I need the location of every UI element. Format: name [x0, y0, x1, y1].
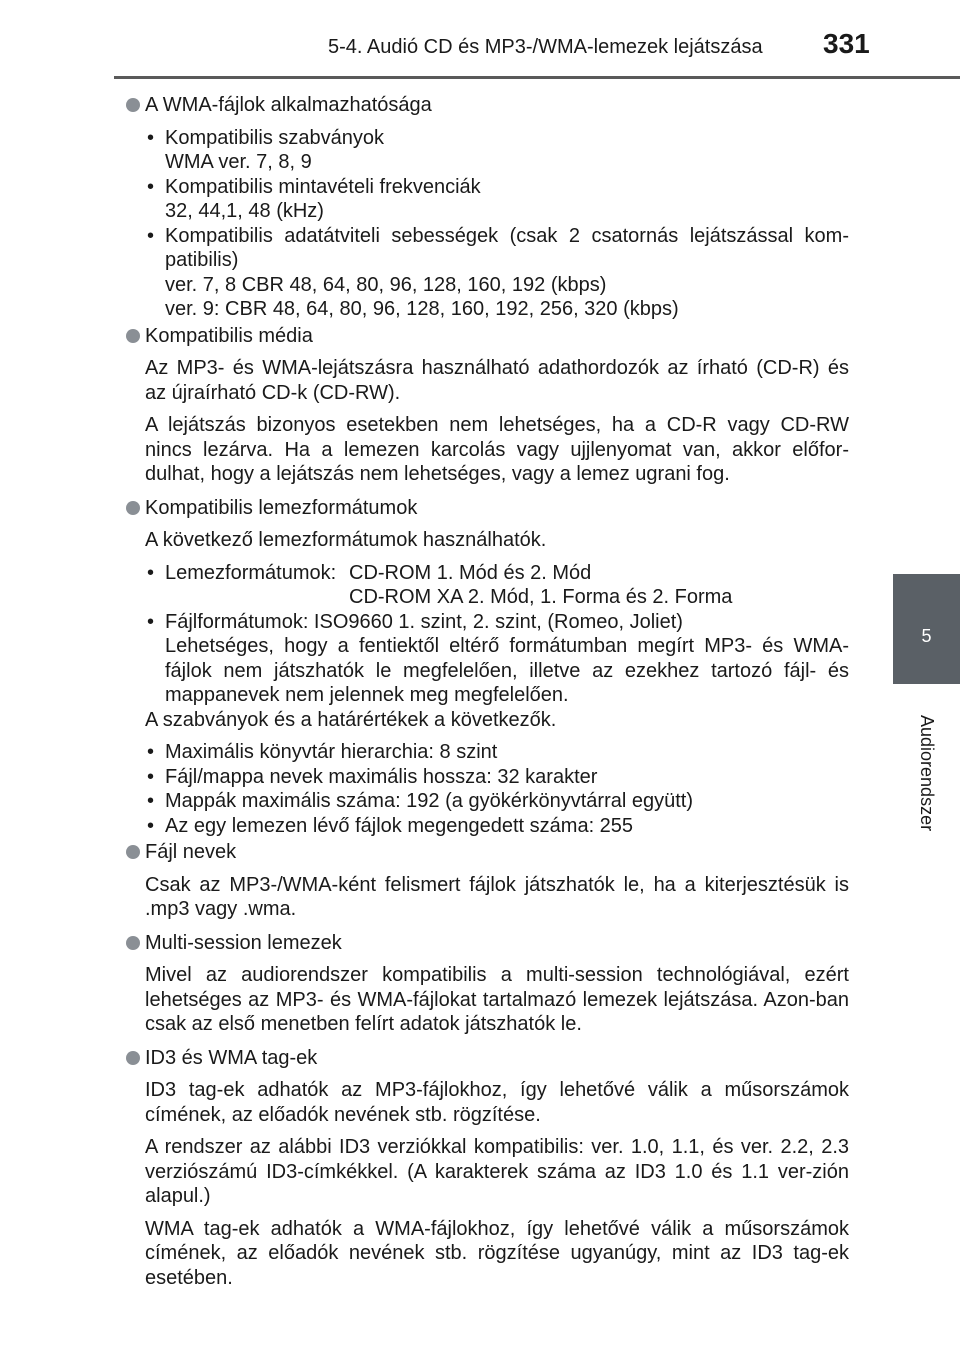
- section-heading-tags: ID3 és WMA tag-ek: [126, 1046, 849, 1071]
- formats-list: [126, 561, 849, 708]
- bullet-dot-icon: [126, 98, 140, 112]
- paragraph: A lejátszás bizonyos esetekben nem lehetséges, ha a CD-R vagy CD-RW nincs lezárva. Ha a lemezen karcolás vagy ujjlenyomat van, akkor előfor-dulhat, hogy a lejátszás nem lehetséges, vagy a lemez ugrani fog.: [145, 414, 849, 485]
- list-item: • Lemezformátumok: CD-ROM 1. Mód és 2. Mód CD-ROM XA 2. Mód, 1. Forma és 2. Forma: [147, 561, 733, 608]
- section-heading-formats: Kompatibilis lemezformátumok: [126, 496, 849, 521]
- wma-list: [126, 126, 849, 322]
- section-heading-multisession: Multi-session lemezek: [126, 931, 849, 956]
- chapter-tab: [893, 574, 960, 684]
- paragraph: A következő lemezformátumok használhatók.: [145, 529, 547, 551]
- paragraph: A rendszer az alábbi ID3 verziókkal kompatibilis: ver. 1.0, 1.1, és ver. 2.2, 2.3 verziószámú ID3-címkékkel. (A karakterek száma az ID3 1.0 és 1.1 ver-zión alapul.): [145, 1136, 849, 1207]
- list-item: • Kompatibilis adatátviteli sebességek (csak 2 csatornás lejátszással kom-patibilis) ver. 7, 8 CBR 48, 64, 80, 96, 128, 160, 192 (kbps) ver. 9: CBR 48, 64, 80, 96, 128, 160, 192, 256, 320 (kbps): [147, 224, 849, 320]
- list-item: • Maximális könyvtár hierarchia: 8 szint: [147, 741, 498, 763]
- list-item: • Fájl/mappa nevek maximális hossza: 32 karakter: [147, 765, 598, 788]
- list-item: • Az egy lemezen lévő fájlok megengedett száma: 255: [147, 814, 634, 837]
- bullet-dot-icon: [126, 1051, 140, 1065]
- section-heading-filenames: Fájl nevek: [126, 840, 849, 865]
- bullet-dot-icon: [126, 329, 140, 343]
- list-item: • Mappák maximális száma: 192 (a gyökérkönyvtárral együtt): [147, 790, 693, 812]
- header-title: 5-4. Audió CD és MP3-/WMA-lemezek lejátszása: [328, 36, 763, 58]
- paragraph: A szabványok és a határértékek a következők.: [145, 708, 557, 731]
- page-content: [126, 88, 849, 1290]
- section-heading-wma: A WMA-fájlok alkalmazhatósága: [126, 93, 849, 118]
- page-number: 331: [823, 28, 870, 59]
- paragraph: WMA tag-ek adhatók a WMA-fájlokhoz, így lehetővé válik a műsorszámok címének, az előadók nevének stb. rögzítése ugyanúgy, mint az ID3 tag-ek esetében.: [145, 1217, 849, 1289]
- paragraph: Mivel az audiorendszer kompatibilis a multi-session technológiával, ezért lehetséges az MP3- és WMA-fájlokat tartalmazó lemezek lejátszása. Azon-ban csak az első menetben felírt adatok játszhatók le.: [145, 964, 849, 1035]
- list-item: • Kompatibilis mintavételi frekvenciák 32, 44,1, 48 (kHz): [147, 175, 481, 222]
- section-heading-media: Kompatibilis média: [126, 324, 849, 349]
- list-item: • Fájlformátumok: ISO9660 1. szint, 2. szint, (Romeo, Joliet) Lehetséges, hogy a fentiektől eltérő formátumban megírt MP3- és WMA-fájlok nem játszhatók le megfelelően, illetve az ezekhez tartozó fájl- és mappanevek nem jelennek meg megfelelően.: [147, 610, 849, 706]
- chapter-label: Audiorendszer: [917, 715, 937, 832]
- bullet-dot-icon: [126, 936, 140, 950]
- paragraph: Az MP3- és WMA-lejátszásra használható adathordozók az írható (CD-R) és az újraírható CD-k (CD-RW).: [145, 357, 849, 404]
- chapter-number: 5: [921, 626, 932, 646]
- paragraph: Csak az MP3-/WMA-ként felismert fájlok játszhatók le, ha a kiterjesztésük is .mp3 vagy .wma.: [145, 873, 849, 920]
- bullet-dot-icon: [126, 501, 140, 515]
- paragraph: ID3 tag-ek adhatók az MP3-fájlokhoz, így lehetővé válik a műsorszámok címének, az előadók nevének stb. rögzítése.: [145, 1079, 849, 1126]
- header-rule: [114, 76, 960, 79]
- bullet-dot-icon: [126, 845, 140, 859]
- limits-list: [126, 740, 849, 838]
- list-item: • Kompatibilis szabványok WMA ver. 7, 8, 9: [147, 126, 384, 173]
